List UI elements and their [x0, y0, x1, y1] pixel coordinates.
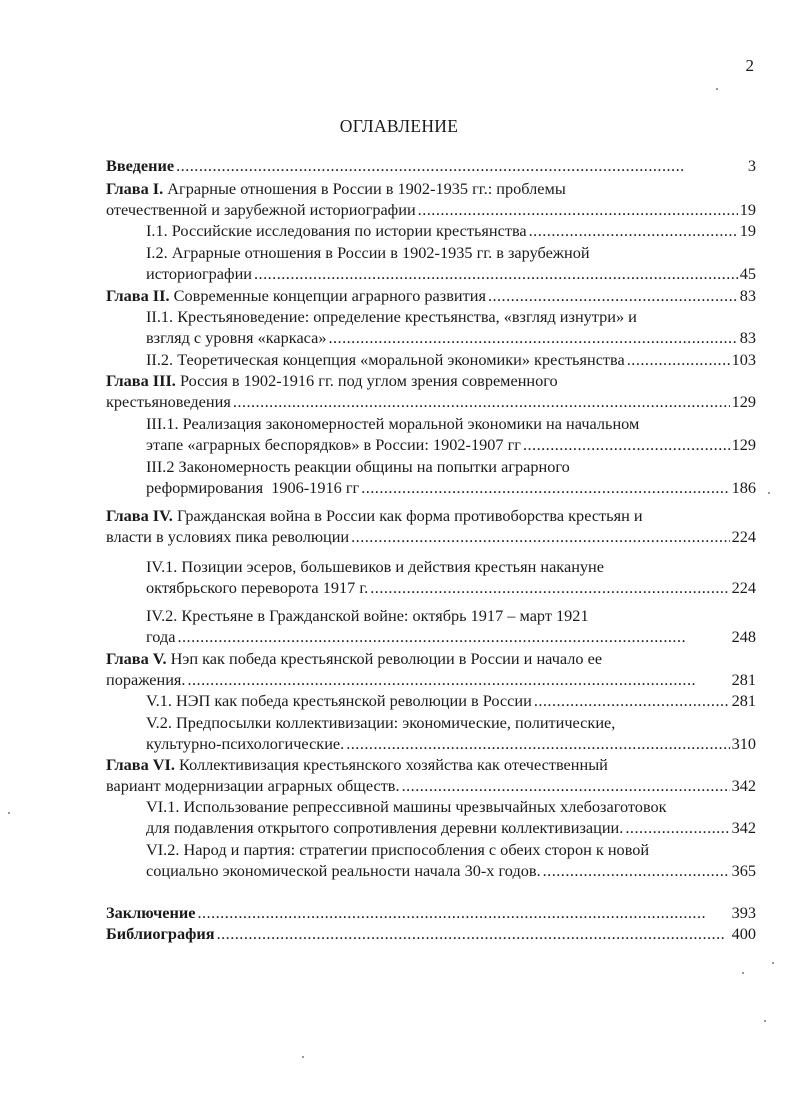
chapter-label: Глава II. [106, 286, 170, 305]
leader-dots [233, 391, 730, 412]
toc-entry-section-3-2[interactable] [146, 456, 756, 498]
leader-dots [351, 526, 729, 547]
chapter-label: Глава I. [106, 179, 164, 198]
section-title-line2: взгляд с уровня «каркаса» [146, 328, 327, 347]
toc-entry-section-6-2[interactable] [146, 839, 756, 881]
toc-entry-chapter-3[interactable] [106, 370, 756, 412]
toc-page: 400 [731, 924, 756, 943]
toc-entry-section-1-2[interactable] [146, 242, 756, 284]
leader-dots [534, 690, 730, 711]
chapter-title-line1: Гражданская война в России как форма противоборства крестьян и [176, 506, 643, 525]
toc-page: 365 [731, 861, 756, 880]
toc-page: 129 [731, 435, 756, 454]
toc-entry-section-1-1[interactable] [146, 220, 756, 241]
toc-entry-section-5-1[interactable] [146, 690, 756, 711]
toc-entry-chapter-2[interactable] [106, 285, 756, 306]
toc-page: 103 [731, 350, 756, 369]
leader-dots [488, 285, 738, 306]
page-title: ОГЛАВЛЕНИЕ [339, 116, 459, 136]
section-title-line1: IV.2. Крестьяне в Гражданской войне: октябрь 1917 – март 1921 [146, 606, 589, 625]
toc-page: 342 [731, 776, 756, 795]
chapter-title-line1: Аграрные отношения в России в 1902-1935 гг.: проблемы [167, 179, 566, 198]
toc-page: 129 [731, 392, 756, 411]
toc-label: Введение [106, 156, 175, 175]
section-title-line1: VI.1. Использование репрессивной машины чрезвычайных хлебозаготовок [146, 797, 667, 816]
leader-dots [523, 434, 730, 455]
scan-speck [768, 492, 770, 494]
leader-dots [197, 902, 729, 923]
toc-entry-section-3-1[interactable] [146, 413, 756, 455]
section-title-line2: для подавления открытого сопротивления деревни коллективизации. [146, 818, 624, 837]
section-title-line1: III.1. Реализация закономерностей моральной экономики на начальном [146, 414, 640, 433]
section-title-line2: октябрьского переворота 1917 г. [146, 578, 369, 597]
scan-speck [764, 1020, 766, 1022]
toc-entry-chapter-6[interactable] [106, 754, 756, 796]
leader-dots [625, 817, 729, 838]
toc-page: 19 [739, 200, 756, 219]
leader-dots [627, 349, 730, 370]
toc-entry-section-4-2[interactable] [146, 605, 756, 647]
chapter-title-line2: крестьяноведения [106, 392, 231, 411]
leader-dots [418, 199, 738, 220]
toc-entry-conclusion[interactable] [106, 902, 756, 923]
toc-page: 224 [731, 527, 756, 546]
toc-entry-section-2-2[interactable] [146, 349, 756, 370]
section-title-line2: историографии [146, 264, 252, 283]
toc-entry-chapter-4[interactable] [106, 505, 756, 547]
section-title-line1: II.1. Крестьяноведение: определение крестьянства, «взгляд изнутри» и [146, 307, 637, 326]
toc-page: 342 [731, 818, 756, 837]
section-title: I.1. Российские исследования по истории крестьянства [146, 221, 527, 240]
chapter-title-line1: Коллективизация крестьянского хозяйства как отечественный [179, 755, 608, 774]
section-title: V.1. НЭП как победа крестьянской революции в России [146, 691, 532, 710]
section-title-line1: III.2 Закономерность реакции общины на попытки аграрного [146, 457, 570, 476]
leader-dots [402, 775, 730, 796]
toc-entry-chapter-5[interactable] [106, 648, 756, 690]
leader-dots [361, 477, 729, 498]
chapter-title-line2: власти в условиях пика революции [106, 527, 350, 546]
toc-page: 310 [731, 734, 756, 753]
leader-dots [177, 626, 729, 647]
toc-page: 83 [739, 328, 756, 347]
section-title-line2: этапе «аграрных беспорядков» в России: 1902-1907 гг [146, 435, 521, 454]
chapter-label: Глава IV. [106, 506, 173, 525]
toc-page: 3 [747, 156, 756, 175]
leader-dots [529, 220, 738, 241]
toc-page: 393 [731, 903, 756, 922]
section-title-line1: V.2. Предпосылки коллективизации: экономические, политические, [146, 713, 616, 732]
toc-entry-section-6-1[interactable] [146, 796, 756, 838]
leader-dots [328, 327, 737, 348]
chapter-label: Глава III. [106, 371, 176, 390]
scan-speck [302, 1056, 304, 1058]
chapter-title-line2: отечественной и зарубежной историографии [106, 200, 416, 219]
toc-page: 186 [731, 478, 756, 497]
chapter-title-line1: Современные концепции аграрного развития [173, 286, 486, 305]
chapter-title-line2: вариант модернизации аграрных обществ. [106, 776, 400, 795]
toc-page: 83 [739, 286, 756, 305]
toc-page: 281 [731, 691, 756, 710]
section-title-line1: VI.2. Народ и партия: стратегии приспособления с обеих сторон к новой [146, 840, 650, 859]
toc-page: 19 [739, 221, 756, 240]
toc-label: Заключение [106, 903, 196, 922]
chapter-title-line1: Россия в 1902-1916 гг. под углом зрения современного [179, 371, 558, 390]
section-title-line2: реформирования 1906-1916 гг [146, 478, 360, 497]
toc-page: 248 [731, 627, 756, 646]
toc-entry-introduction[interactable] [106, 155, 756, 176]
leader-dots [543, 860, 730, 881]
section-title-line1: I.2. Аграрные отношения в России в 1902-1935 гг. в зарубежной [146, 243, 590, 262]
toc-entry-section-5-2[interactable] [146, 712, 756, 754]
scan-speck [716, 88, 718, 90]
leader-dots [254, 263, 738, 284]
toc-entry-bibliography[interactable] [106, 923, 756, 944]
leader-dots [176, 155, 746, 176]
section-title-line2: года [146, 627, 176, 646]
leader-dots [370, 577, 729, 598]
chapter-label: Глава V. [106, 649, 167, 668]
toc-entry-section-2-1[interactable] [146, 306, 756, 348]
leader-dots [217, 923, 730, 944]
section-title-line2: культурно-психологические. [146, 734, 345, 753]
page-number: 2 [745, 56, 754, 75]
leader-dots [346, 733, 729, 754]
scan-speck [8, 812, 10, 814]
toc-entry-chapter-1[interactable] [106, 178, 756, 220]
toc-page: 224 [731, 578, 756, 597]
leader-dots [187, 669, 729, 690]
chapter-label: Глава VI. [106, 755, 175, 774]
section-title-line2: социально экономической реальности начала 30-х годов. [146, 861, 541, 880]
scan-speck [742, 972, 744, 974]
chapter-title-line1: Нэп как победа крестьянской революции в России и начало ее [170, 649, 603, 668]
scan-speck [772, 962, 774, 964]
toc-entry-section-4-1[interactable] [146, 556, 756, 598]
toc-page: 281 [731, 670, 756, 689]
toc-page: 45 [739, 264, 756, 283]
toc-label: Библиография [106, 924, 215, 943]
section-title-line1: IV.1. Позиции эсеров, большевиков и действия крестьян накануне [146, 557, 604, 576]
section-title: II.2. Теоретическая концепция «моральной экономики» крестьянства [146, 350, 625, 369]
chapter-title-line2: поражения. [106, 670, 186, 689]
